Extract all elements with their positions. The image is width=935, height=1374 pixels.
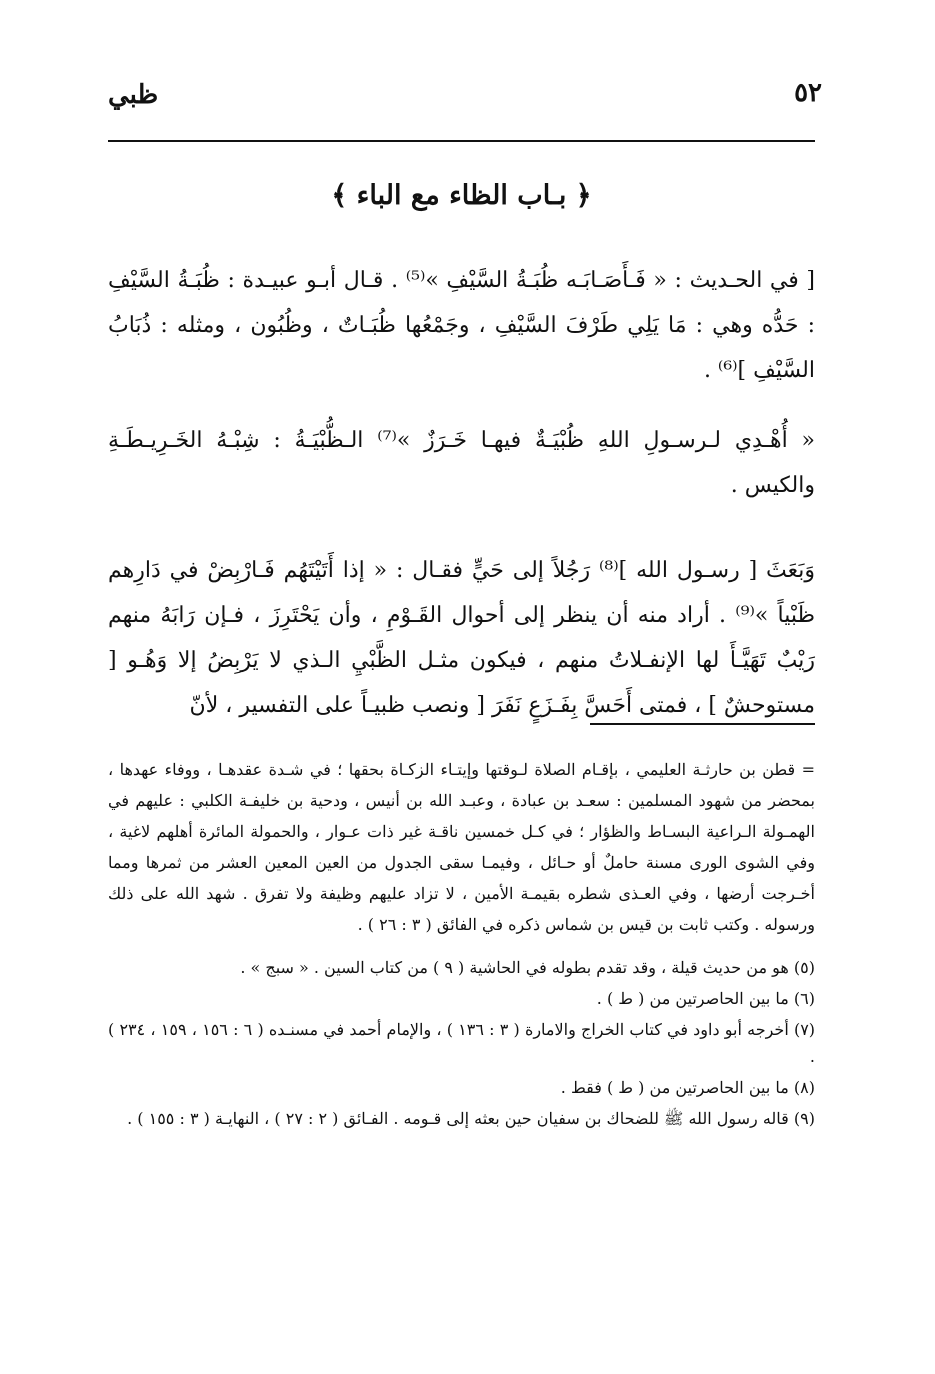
footnote-continued: = قطن بن حارثـة العليمي ، بإقـام الصلاة لـوقتها وإيتـاء الزكـاة بحقها ؛ في شـدة عقدهـا ، ووفاء عهدها ، بمحضر من شهود المسلمين : سعـد بن عبادة ، وعبـد الله بن أنيس ، ودحية بن خليفـة الكلبي : عليهم في الهمـولة الـراعية البسـاط والظؤار ؛ في كـل خمسين ناقـة غير ذات عـوار ، والحمولة المائرة أهلهم لاغية ، وفي الشوى الورى مسنة حاملٌ أو حـائل ، وفيمـا سقى الجدول من العين المعين العشر من ثمرها ومما أخـرجت أرضها ، وفي العـذى شطره بقيمـة الأمين ، لا تزاد عليهم وظيفة ولا تفرق . شهد الله على ذلك ورسوله . وكتب ثابت بن قيس بن شماس ذكره في الفائق ( ٣ : ٢٦ ) . bbox=[108, 760, 815, 934]
chapter-title: ﴿ بـاب الظاء مع الباء ﴾ bbox=[331, 180, 592, 211]
footnote-list bbox=[108, 954, 815, 1132]
running-title: ظبي bbox=[108, 80, 159, 110]
footnote-8: (٨) ما بين الحاصرتين من ( ط ) فقط . bbox=[560, 1078, 815, 1097]
footnotes-section bbox=[108, 754, 815, 1136]
paragraph-irbid-dhabyan: وَبَعَثَ [ رسـول الله ]⁽⁸⁾ رَجُلاً إلى حَيٍّ فقـال : « إذا أَتَيْتَهُم فَـارْبِضْ في دَارِهم ظَبْياً »⁽⁹⁾ . أراد منه أن ينظر إلى أحوال القَـوْمِ ، وأن يَحْتَرِزَ ، فـإن رَابَهُ منهم رَيْبٌ تَهَيَّـأَ لها الإنفـلاتُ منهم ، فيكون مثـل الظَّبْيِ الـذي لا يَرْبِضُ إلا وَهُـو [ مستوحشٌ ] ، فمتى أَحَسَّ بِفَـزَعٍ نَفَرَ [ ونصب ظبيـاً على التفسير ، لأنّ bbox=[108, 558, 815, 718]
footnote-7: (٧) أخرجه أبو داود في كتاب الخراج والامارة ( ٣ : ١٣٦ ) ، والإمام أحمد في مسنـده ( ٦ : ١٥٦ ، ١٥٩ ، ٢٣٤ ) . bbox=[108, 1020, 816, 1066]
page-number: ٥٢ bbox=[794, 78, 822, 108]
footnote-separator bbox=[590, 723, 815, 725]
paragraph-dhubya: « أُهْـدِي لـرسـولِ اللهِ ظُبْيَـةٌ فيهـا خَـرَزٌ »⁽⁷⁾ الـظُّبْيَـةُ : شِبْـهُ الخَـرِيـطَـةِ والكيس . bbox=[108, 428, 816, 498]
footnote-6: (٦) ما بين الحاصرتين من ( ط ) . bbox=[596, 989, 815, 1008]
paragraph-dhubat-al-sayf: [ في الحـديث : « فَـأَصَـابَـه ظُبَـةُ السَّيْفِ »⁽⁵⁾ . قـال أبـو عبيـدة : ظُبَـةُ السَّيْفِ : حَدُّه وهي : مَا يَلِي طَرْفَ السَّيْفِ ، وجَمْعُها ظُبَـاتٌ ، وظُبُون ، ومثله : ذُبَابُ السَّيْفِ ]⁽⁶⁾ . bbox=[108, 268, 816, 383]
footnote-9: (٩) قاله رسول الله ﷺ للضحاك بن سفيان حين بعثه إلى قـومه . الفـائق ( ٢ : ٢٧ ) ، النهايـة ( ٣ : ١٥٥ ) . bbox=[127, 1109, 815, 1128]
header-rule bbox=[108, 140, 815, 142]
footnote-5: (٥) هو من حديث قيلة ، وقد تقدم بطوله في الحاشية ( ٩ ) من كتاب السين . « سبج » . bbox=[240, 958, 815, 977]
